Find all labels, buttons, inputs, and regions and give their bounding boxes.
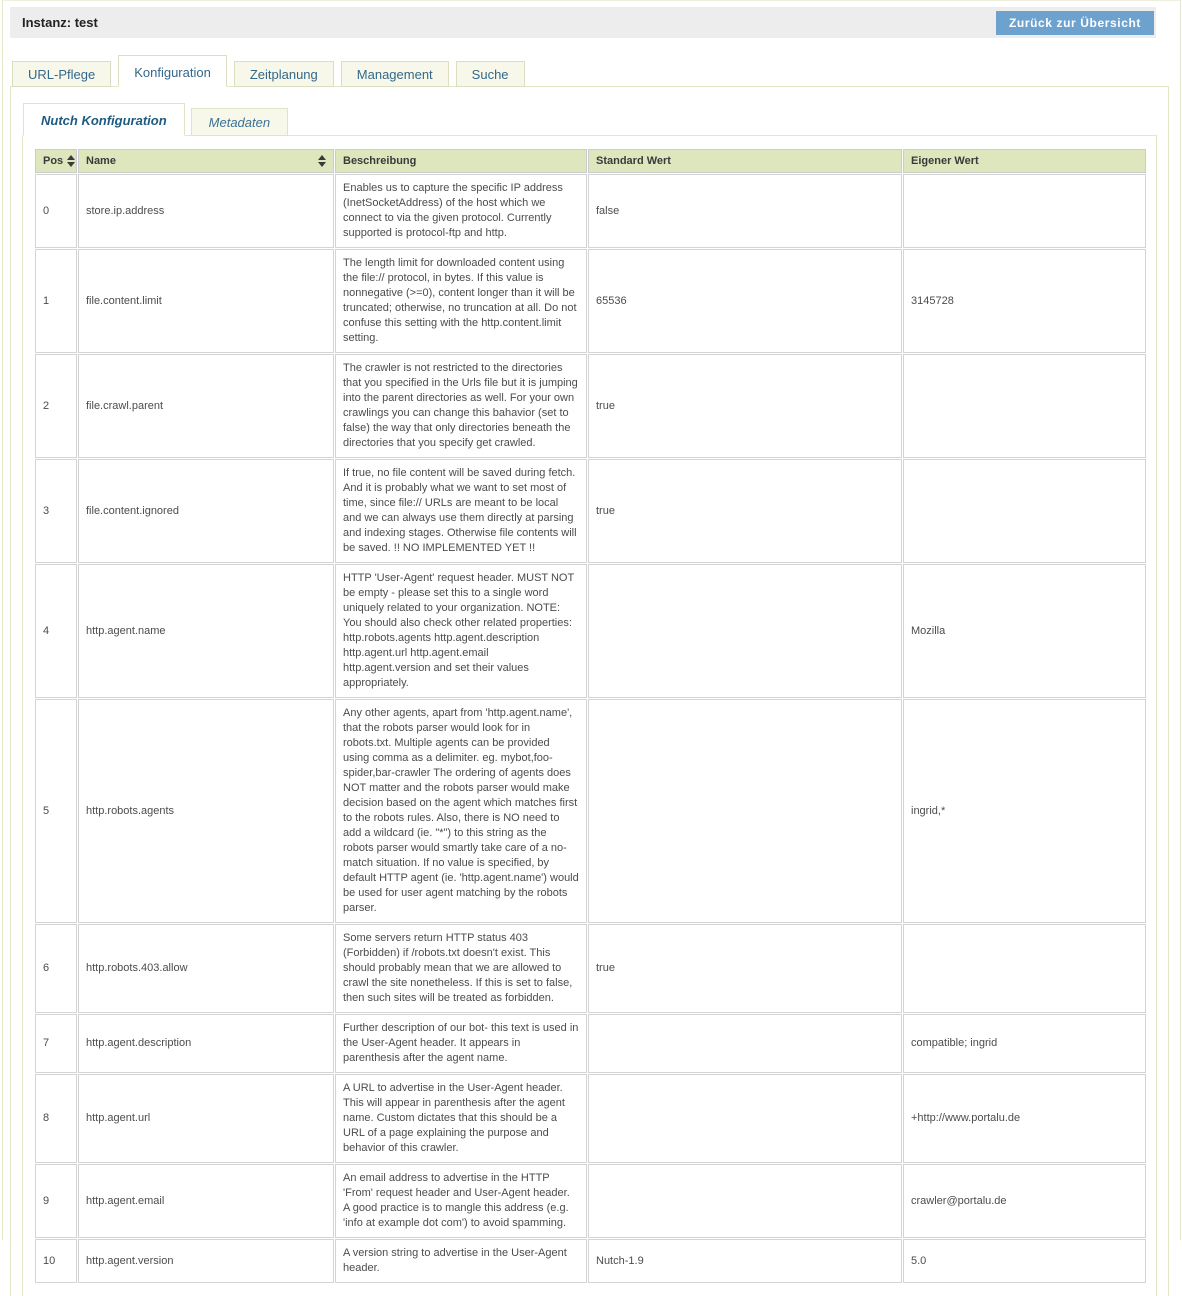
row-description: Any other agents, apart from 'http.agent.name', that the robots parser would look for in robots.txt. Multiple agents can be provided using comma as a delimiter. eg. mybot,foo-spider,bar-crawler The ordering of agents does NOT matter and the robots parser would make decision based on the agent which matches first to the robots rules. Also, there is NO need to add a wildcard (ie. "*") to this string as the robots parser would smartly take care of a no-match situation. If no value is specified, by default HTTP agent (ie. 'http.agent.name') would be used for user agent matching by the robots parser. — [335, 699, 587, 923]
row-own-value — [903, 459, 1146, 563]
row-pos: 5 — [35, 699, 77, 923]
row-name: store.ip.address — [78, 174, 334, 248]
table-row — [35, 1014, 1146, 1073]
row-description: A URL to advertise in the User-Agent header. This will appear in parenthesis after the agent name. Custom dictates that this should be a URL of a page explaining the purpose and behavior of this crawler. — [335, 1074, 587, 1163]
row-description: HTTP 'User-Agent' request header. MUST NOT be empty - please set this to a single word uniquely related to your organization. NOTE: You should also check other related properties: http.robots.agents http.agent.description http.agent.url http.agent.email http.agent.version and set their values appropriately. — [335, 564, 587, 698]
row-name: http.agent.name — [78, 564, 334, 698]
tab-zeitplanung[interactable]: Zeitplanung — [234, 61, 334, 87]
row-own-value: +http://www.portalu.de — [903, 1074, 1146, 1163]
row-pos: 10 — [35, 1239, 77, 1283]
row-name: http.agent.url — [78, 1074, 334, 1163]
konfiguration-panel — [10, 86, 1169, 1296]
sort-arrows-icon[interactable] — [318, 155, 326, 167]
row-own-value — [903, 924, 1146, 1013]
table-row — [35, 1164, 1146, 1238]
table-row — [35, 354, 1146, 458]
column-header-pos-label: Pos — [43, 155, 64, 167]
row-standard-value: true — [588, 354, 902, 458]
table-row — [35, 1239, 1146, 1283]
nutch-config-table — [34, 148, 1147, 1284]
instance-header-bar — [10, 7, 1156, 38]
row-standard-value — [588, 1014, 902, 1073]
row-own-value: crawler@portalu.de — [903, 1164, 1146, 1238]
table-row — [35, 1074, 1146, 1163]
table-row — [35, 249, 1146, 353]
row-name: file.content.limit — [78, 249, 334, 353]
row-own-value — [903, 174, 1146, 248]
table-row — [35, 699, 1146, 923]
table-row — [35, 564, 1146, 698]
column-header-standard-value: Standard Wert — [588, 149, 902, 173]
row-own-value: compatible; ingrid — [903, 1014, 1146, 1073]
column-header-name[interactable] — [78, 149, 334, 173]
row-own-value: 5.0 — [903, 1239, 1146, 1283]
tab-url-pflege[interactable]: URL-Pflege — [12, 61, 111, 87]
row-name: http.robots.403.allow — [78, 924, 334, 1013]
row-own-value: Mozilla — [903, 564, 1146, 698]
row-own-value: 3145728 — [903, 249, 1146, 353]
sort-arrows-icon[interactable] — [67, 155, 75, 167]
row-standard-value: true — [588, 924, 902, 1013]
row-pos: 6 — [35, 924, 77, 1013]
row-name: http.agent.description — [78, 1014, 334, 1073]
tab-suche[interactable]: Suche — [456, 61, 525, 87]
row-own-value — [903, 354, 1146, 458]
main-tabs — [12, 55, 1180, 87]
sub-tabs — [23, 103, 1168, 136]
subtab-nutch-konfiguration[interactable]: Nutch Konfiguration — [23, 103, 185, 136]
table-row — [35, 174, 1146, 248]
row-pos: 2 — [35, 354, 77, 458]
row-standard-value: 65536 — [588, 249, 902, 353]
row-description: The length limit for downloaded content using the file:// protocol, in bytes. If this value is nonnegative (>=0), content longer than it will be truncated; otherwise, no truncation at all. Do not confuse this setting with the http.content.limit setting. — [335, 249, 587, 353]
table-header-row — [35, 149, 1146, 173]
row-description: Further description of our bot- this text is used in the User-Agent header. It appears in parenthesis after the agent name. — [335, 1014, 587, 1073]
row-pos: 1 — [35, 249, 77, 353]
row-description: The crawler is not restricted to the directories that you specified in the Urls file but it is jumping into the parent directories as well. For your own crawlings you can change this bahavior (set to false) the way that only directories beneath the directories that you specify get crawled. — [335, 354, 587, 458]
column-header-name-label: Name — [86, 155, 116, 167]
row-standard-value: true — [588, 459, 902, 563]
back-to-overview-button[interactable]: Zurück zur Übersicht — [996, 11, 1154, 35]
row-pos: 7 — [35, 1014, 77, 1073]
nutch-konfiguration-panel — [22, 135, 1157, 1296]
row-standard-value — [588, 699, 902, 923]
row-standard-value — [588, 1074, 902, 1163]
subtab-metadaten[interactable]: Metadaten — [191, 108, 288, 136]
row-standard-value — [588, 564, 902, 698]
column-header-own-value: Eigener Wert — [903, 149, 1146, 173]
row-name: http.agent.email — [78, 1164, 334, 1238]
row-description: A version string to advertise in the User-Agent header. — [335, 1239, 587, 1283]
row-own-value: ingrid,* — [903, 699, 1146, 923]
column-header-pos[interactable] — [35, 149, 77, 173]
row-pos: 4 — [35, 564, 77, 698]
row-name: http.agent.version — [78, 1239, 334, 1283]
table-row — [35, 459, 1146, 563]
row-standard-value: false — [588, 174, 902, 248]
row-description: Some servers return HTTP status 403 (Forbidden) if /robots.txt doesn't exist. This should probably mean that we are allowed to crawl the site nonetheless. If this is set to false, then such sites will be treated as forbidden. — [335, 924, 587, 1013]
row-description: Enables us to capture the specific IP address (InetSocketAddress) of the host which we connect to via the given protocol. Currently supported is protocol-ftp and http. — [335, 174, 587, 248]
row-pos: 3 — [35, 459, 77, 563]
tab-management[interactable]: Management — [341, 61, 449, 87]
instance-title: Instanz: test — [22, 15, 98, 30]
page-frame — [2, 0, 1181, 1274]
row-standard-value — [588, 1164, 902, 1238]
table-row — [35, 924, 1146, 1013]
row-pos: 0 — [35, 174, 77, 248]
row-name: file.content.ignored — [78, 459, 334, 563]
row-pos: 9 — [35, 1164, 77, 1238]
column-header-description: Beschreibung — [335, 149, 587, 173]
row-name: file.crawl.parent — [78, 354, 334, 458]
row-standard-value: Nutch-1.9 — [588, 1239, 902, 1283]
row-description: If true, no file content will be saved during fetch. And it is probably what we want to set most of time, since file:// URLs are meant to be local and we can always use them directly at parsing and indexing stages. Otherwise file contents will be saved. !! NO IMPLEMENTED YET !! — [335, 459, 587, 563]
row-name: http.robots.agents — [78, 699, 334, 923]
row-description: An email address to advertise in the HTTP 'From' request header and User-Agent header. A good practice is to mangle this address (e.g. 'info at example dot com') to avoid spamming. — [335, 1164, 587, 1238]
tab-konfiguration[interactable]: Konfiguration — [118, 55, 227, 87]
row-pos: 8 — [35, 1074, 77, 1163]
